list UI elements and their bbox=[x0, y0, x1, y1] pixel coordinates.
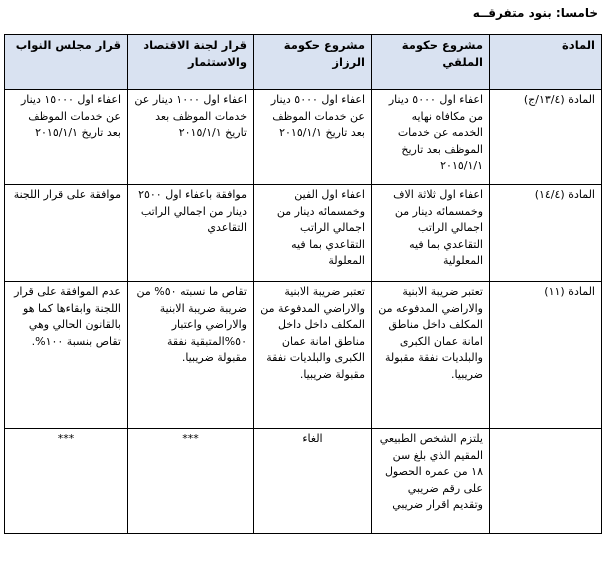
header-razzaz: مشروع حكومة الرزاز bbox=[254, 35, 372, 90]
header-parliament: قرار مجلس النواب bbox=[5, 35, 128, 90]
cell-economy-committee: اعفاء اول ١٠٠٠ دينار عن خدمات الموظف بعد تاريخ ٢٠١٥/١/١ bbox=[128, 90, 254, 185]
cell-article: المادة (١٣/٤/ج) bbox=[490, 90, 602, 185]
cell-economy-committee: موافقة باعفاء اول ٢٥٠٠ دينار من اجمالي الراتب التقاعدي bbox=[128, 185, 254, 282]
cell-article: المادة (١١) bbox=[490, 282, 602, 429]
cell-razzaz: تعتبر ضريبة الابنية والاراضي المدفوعة من المكلف داخل داخل مناطق امانة عمان الكبرى والبلديات نفقة مقبولة ضريبيا. bbox=[254, 282, 372, 429]
cell-mulqi: اعفاء اول ٥٠٠٠ دينار من مكافاه نهايه الخدمه عن خدمات الموظف بعد تاريخ ٢٠١٥/١/١ bbox=[372, 90, 490, 185]
cell-razzaz: اعفاء اول الفين وخمسمائه دينار من اجمالي الراتب التقاعدي بما فيه المعلولة bbox=[254, 185, 372, 282]
cell-economy-committee: تقاص ما نسبته ٥٠% من ضريبة ضريبة الابنية والاراضي واعتبار ٥٠%المتبقية نفقة مقبولة ضريبيا. bbox=[128, 282, 254, 429]
table-header-row bbox=[5, 35, 602, 90]
header-article: المادة bbox=[490, 35, 602, 90]
table-row bbox=[5, 185, 602, 282]
cell-parliament: اعفاء اول ١٥٠٠٠ دينار عن خدمات الموظف بعد تاريخ ٢٠١٥/١/١ bbox=[5, 90, 128, 185]
cell-razzaz: الغاء bbox=[254, 429, 372, 534]
cell-mulqi: اعفاء اول ثلاثة الاف وخمسمائه دينار من اجمالي الراتب التقاعدي بما فيه المعلولية bbox=[372, 185, 490, 282]
cell-parliament: موافقة على قرار اللجنة bbox=[5, 185, 128, 282]
provisions-table bbox=[4, 34, 602, 534]
table-row bbox=[5, 282, 602, 429]
cell-article: المادة (١٤/٤) bbox=[490, 185, 602, 282]
cell-mulqi: تعتبر ضريبة الابنية والاراضي المدفوعه من المكلف داخل مناطق امانة عمان الكبرى والبلديات نفقة مقبولة ضريبيا. bbox=[372, 282, 490, 429]
header-economy-committee: قرار لجنة الاقتصاد والاستثمار bbox=[128, 35, 254, 90]
header-mulqi: مشروع حكومة الملقي bbox=[372, 35, 490, 90]
table-row bbox=[5, 429, 602, 534]
table-row bbox=[5, 90, 602, 185]
cell-razzaz: اعفاء اول ٥٠٠٠ دينار عن خدمات الموظف بعد تاريخ ٢٠١٥/١/١ bbox=[254, 90, 372, 185]
cell-mulqi: يلتزم الشخص الطبيعي المقيم الذي بلغ سن ١٨ من عمره الحصول على رقم ضريبي وتقديم اقرار ضريبي bbox=[372, 429, 490, 534]
cell-parliament: عدم الموافقة على قرار اللجنة وابقاءها كما هو بالقانون الحالي وهي تقاص بنسبة ١٠٠%. bbox=[5, 282, 128, 429]
cell-parliament: *** bbox=[5, 429, 128, 534]
cell-article bbox=[490, 429, 602, 534]
cell-economy-committee: *** bbox=[128, 429, 254, 534]
section-heading: خامسا: بنود متفرقــه bbox=[472, 6, 598, 20]
